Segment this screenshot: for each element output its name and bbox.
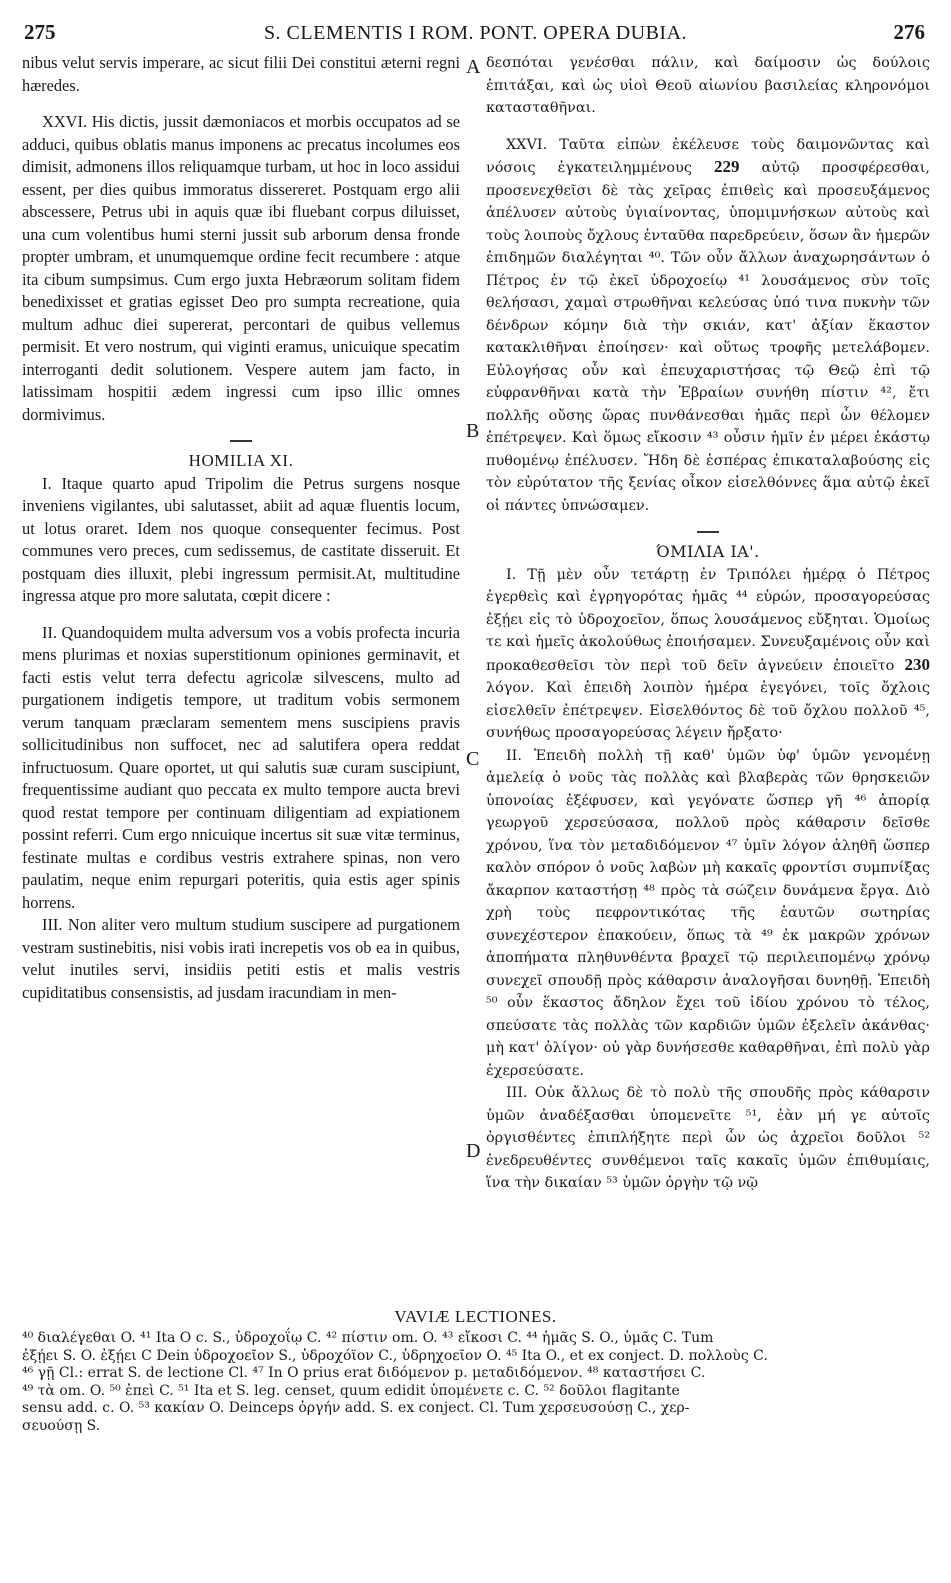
greek-paragraph: δεσπόται γενέσθαι πάλιν, καὶ δαίμοσιν ὡς δούλοις ἐπιτάξαι, καὶ ὡς υἱοὶ Θεοῦ αἰωνίου βασιλείας κληρονόμοι κατασταθῆναι. xyxy=(486,55,930,116)
edition-page-number: 229 xyxy=(713,157,740,176)
latin-paragraph-xxvi: XXVI. His dictis, jussit dæmoniacos et morbis occupatos ad se adduci, quibus oblatis manus imponens ac precatus incolumes eos dimisit, admonens illos reliquamque turbam, ut hoc in loco assidui essent, per dies quibus immoratus dissereret. Postquam ergo alii abscessere, Petrus ubi in aquis quæ ibi fluebant corpus diluisset, una cum volentibus humi sterni jussit sub arborum densa fronde propter umbram, et unumquemque ordine fecit recumbere : atque ita cibum sumpsimus. Cum ergo juxta Hebræorum solitam fidem benedixisset et gratias egisset Deo pro sumpta recreatione, quia multum adhuc diei supererat, percontari de quibus vellemus permisit. Et vero nostrum, qui viginti eramus, unicuique specatim interroganti dedit solutionem. Vespere autem jam facto, in latissimam hospitii ædem ingressi cum ipso illic omnes dormivimus. xyxy=(22,112,460,424)
edition-page-number: 230 xyxy=(904,654,931,674)
greek-paragraph-i: I. Τῇ μὲν οὖν τετάρτῃ ἐν Τριπόλει ἡμέρᾳ ὁ Πέτρος ἐγερθεὶς καὶ ἐγρηγορότας ἡμᾶς ⁴⁴ εὑρών, προσαγορεύσας ἐξῄει εἰς τὸ ὑδροχοεῖον, ὅπως λουσάμενος εὔξηται. Ὁμοίως τε καὶ ἡμεῖς ἀκολούθως ἐποιήσαμεν. Συνευξαμένοις οὖν καὶ προκαθεσθεῖσι τὸν περὶ τοῦ δεῖν ἁγνεύειν ἐποιεῖτο 230 λόγον. Καὶ ἐπειδὴ λοιπὸν ἡμέρα ἐγεγόνει, τοῖς ὄχλοις εἰσελθεῖν ἐπέτρεψεν. Εἰσελθόντος δὲ τοῦ ὄχλου πολλοῦ ⁴⁵, συνήθως προσαγορεύσας λέγειν ἤρξατο· xyxy=(486,566,931,741)
note-line: sensu add. c. O. ⁵³ κακίαν O. Deinceps ὀργήν add. S. ex conject. Cl. Tum χερσευσούσῃ C., χερ- xyxy=(22,1400,690,1416)
latin-column xyxy=(22,52,460,1004)
page-number-right: 276 xyxy=(893,20,925,44)
margin-letter-c: C xyxy=(466,748,480,770)
latin-paragraph-ii: II. Quandoquidem multa adversum vos a vobis profecta incuria mens plurimas et noxias superstitionum opiniones germinavit, et facti estis velut terra defectu agricolæ silvescens, multo ad purgationem indigetis tempore, ut traditum vobis sermonem verum tanquam præclaram sementem mens suscipiens pravis sollicitudinibus non suffocet, nec ad salutifera opera reddat infructuosum. Quare oportet, ut qui salutis suæ curam suscipiunt, frequentissime audiant quo peccata ex multo tempore aucta brevi quod restat tempore per continuam diligentiam ad expiationem possint referri. Cum ergo nnicuique incertus sit suæ vitæ terminus, festinate multas e cordibus vestris extrahere spinas, non vero paulatim, neque enim repurgari poteritis, quia estis ager spinis horrens. xyxy=(22,622,460,912)
greek-column xyxy=(486,52,930,1195)
margin-letter-a: A xyxy=(466,56,481,78)
variant-readings-title: VAVIÆ LECTIONES. xyxy=(394,1307,557,1326)
running-title: S. CLEMENTIS I ROM. PONT. OPERA DUBIA. xyxy=(263,22,688,44)
note-line: ἐξῄει S. O. ἐξῄει C Dein ὑδροχοεῖον S., ὑδροχόϊον C., ὑδρηχοεῖον O. ⁴⁵ Ita O., et ex conject. D. πολλοὺς C. xyxy=(22,1347,768,1364)
variant-readings-notes xyxy=(22,1330,930,1435)
homily-title-greek: ΌΜΙΛΙΑ ΙΑ'. xyxy=(656,542,760,561)
homily-title-latin: HOMILIA XI. xyxy=(188,451,294,470)
greek-paragraph-xxvi: XXVI. Ταῦτα εἰπὼν ἐκέλευσε τοὺς δαιμονῶντας καὶ νόσοις ἐγκατειλημμένους 229 αὐτῷ προσφέρεσθαι, προσενεχθεῖσι δὲ τὰς χεῖρας ἐπιθεὶς καὶ προσευξάμενος ἀπέλυσεν αὐτοὺς ὑγιαίνοντας, ὑπομιμνήσκων αὐτοὺς καὶ τοὺς λοιποὺς ὄχλους ἐνταῦθα παρεδρεύειν, ὅσων ἂν ἡμερῶν ἐπιδημῶν διαλέγηται ⁴⁰. Τῶν οὖν ἄλλων ἀναχωρησάντων ὁ Πέτρος ἐν τῷ ἐκεῖ ὑδροχοείῳ ⁴¹ λουσάμενος σὺν τοῖς θελήσασι, χαμαὶ στρωθῆναι κελεύσας ὑπό τινα πυκνὴν τῶν δένδρων κόμην διὰ τὴν σκιάν, κατ' ἀξίαν ἕκαστον κατακλιθῆναι ἐποίησεν· καὶ οὕτως τροφῆς μετελάβομεν. Εὐλογήσας οὖν καὶ ἐπευχαριστήσας τῷ Θεῷ ἐπὶ τῷ εὐφρανθῆναι κατὰ τὴν Ἑβραίων συνήθη πίστιν ⁴², ἔτι πολλῆς οὔσης ὥρας πυνθάνεσθαι ἡμᾶς περὶ ὧν θέλομεν ἐπέτρεψεν. Καὶ ὅμως εἴκοσιν ⁴³ οὖσιν ἡμῖν ἐν μέρει ἑκάστῳ πυθομένῳ ἐπέλυσεν. Ἤδη δὲ ἑσπέρας ἐπικαταλαβούσης εἰς τὸν εὐρύτατον τῆς ξενίας οἶκον εἰσελθόννες ἅμα αὐτῷ ἐκεῖ οἱ πάντες ὑπνώσαμεν. xyxy=(486,136,930,514)
page-header xyxy=(0,20,951,50)
page-number-left: 275 xyxy=(24,20,56,44)
margin-letter-d: D xyxy=(466,1140,481,1162)
note-line: ⁴⁶ γῇ Cl.: errat S. de lectione Cl. ⁴⁷ In O prius erat διδόμενον p. μεταδιδόμενον. ⁴⁸ καταστήσει C. xyxy=(22,1365,706,1381)
latin-paragraph-i: I. Itaque quarto apud Tripolim die Petrus surgens nosque inveniens vigilantes, ubi salutasset, abiit ad aquæ fluentis locum, ut lotus oraret. Idem nos quoque consequenter fecimus. Post communes vero preces, cum sedissemus, de castitate disseruit. Et postquam dies illuxit, plebi ingressum permisit.At, multitudine ingressa atque pro more salutata, cœpit dicere : xyxy=(22,473,460,605)
greek-paragraph-ii: II. Ἐπειδὴ πολλὴ τῇ καθ' ὑμῶν ὑφ' ὑμῶν γενομένῃ ἀμελείᾳ ὁ νοῦς τὰς πολλὰς καὶ βλαβερὰς τῶν θρησκειῶν ὑπονοίας ἐξέφυσεν, καὶ γεγόνατε ὥσπερ γῆ ⁴⁶ ἀπορίᾳ γεωργοῦ χερσεύσασα, πολλοῦ πρὸς κάθαρσιν δεῖσθε χρόνου, ἵνα τὸν μεταδιδόμενον ⁴⁷ ὑμῖν λόγον ἀληθῆ ὥσπερ καλὸν σπόρον ὁ νοῦς λαβὼν μὴ κακαῖς φροντίσι συμπνίξας ἄκαρπον καταστήσῃ ⁴⁸ πρὸς τὰ σώζειν δυνάμενα ἔργα. Διὸ χρὴ τοὺς πεφροντικότας τῆς ἑαυτῶν σωτηρίας συνεχέστερον ἐπακούειν, ὅπως τὰ ⁴⁹ ἐκ μακρῶν χρόνων ἀποπήματα πληθυνθέντα βραχεῖ τῷ περιλειπομένῳ χρόνῳ συνεχεῖ σπουδῇ πρὸς κάθαρσιν ἀναλογῆσαι δυνηθῇ. Ἐπειδὴ ⁵⁰ οὖν ἕκαστος ἄδηλον ἔχει τοῦ ἰδίου χρόνου τὸ τέλος, σπεύσατε τὰς πολλὰς τῶν καρδιῶν ὑμῶν ἐξελεῖν ἀκάνθας· μὴ κατ' ὀλίγον· οὐ γὰρ δυνήσεσθε καθαρθῆναι, ἐπὶ πολὺ γὰρ ἐχερσεύσατε. xyxy=(486,747,930,1079)
note-line: ⁴⁹ τὰ om. O. ⁵⁰ ἐπεὶ C. ⁵¹ Ita et S. leg. censet, quum edidit ὑπομένετε c. C. ⁵² δοῦλοι flagitante xyxy=(22,1382,680,1399)
greek-paragraph-iii: III. Οὐκ ἄλλως δὲ τὸ πολὺ τῆς σπουδῆς πρὸς κάθαρσιν ὑμῶν ἀναδέξασθαι ὑπομενεῖτε ⁵¹, ἐὰν μή γε αὐτοῖς ὀργισθέντες ἐπιπλήξητε περὶ ὧν ὡς ἀχρεῖοι δοῦλοι ⁵² ἐνεδρευθέντες συνθέμενοι ταῖς κακαῖς ὑμῶν ἐπιθυμίαις, ἵνα τὴν δικαίαν ⁵³ ὑμῶν ὀργὴν τῷ νῷ xyxy=(486,1085,930,1191)
margin-letter-b: B xyxy=(466,420,480,442)
note-line: σευούσῃ S. xyxy=(22,1417,101,1434)
note-line: ⁴⁰ διαλέγεθαι O. ⁴¹ Ita O c. S., ὑδροχοΐῳ C. ⁴² πίστιν om. O. ⁴³ εἴκοσι C. ⁴⁴ ἡμᾶς S. O., ὑμᾶς C. Tum xyxy=(22,1330,714,1346)
latin-paragraph-iii: III. Non aliter vero multum studium suscipere ad purgationem vestram sustinebitis, nisi vobis irati increpetis vos ob ea in quibus, velut inutiles servi, insidiis petiti estis et malis vestris cupiditatibus consensistis, ad jusdam iracundiam in men- xyxy=(22,915,460,1002)
latin-paragraph: nibus velut servis imperare, ac sicut filii Dei constitui æterni regni hæredes. xyxy=(22,53,460,95)
section-divider xyxy=(230,440,252,442)
section-divider xyxy=(697,531,719,533)
